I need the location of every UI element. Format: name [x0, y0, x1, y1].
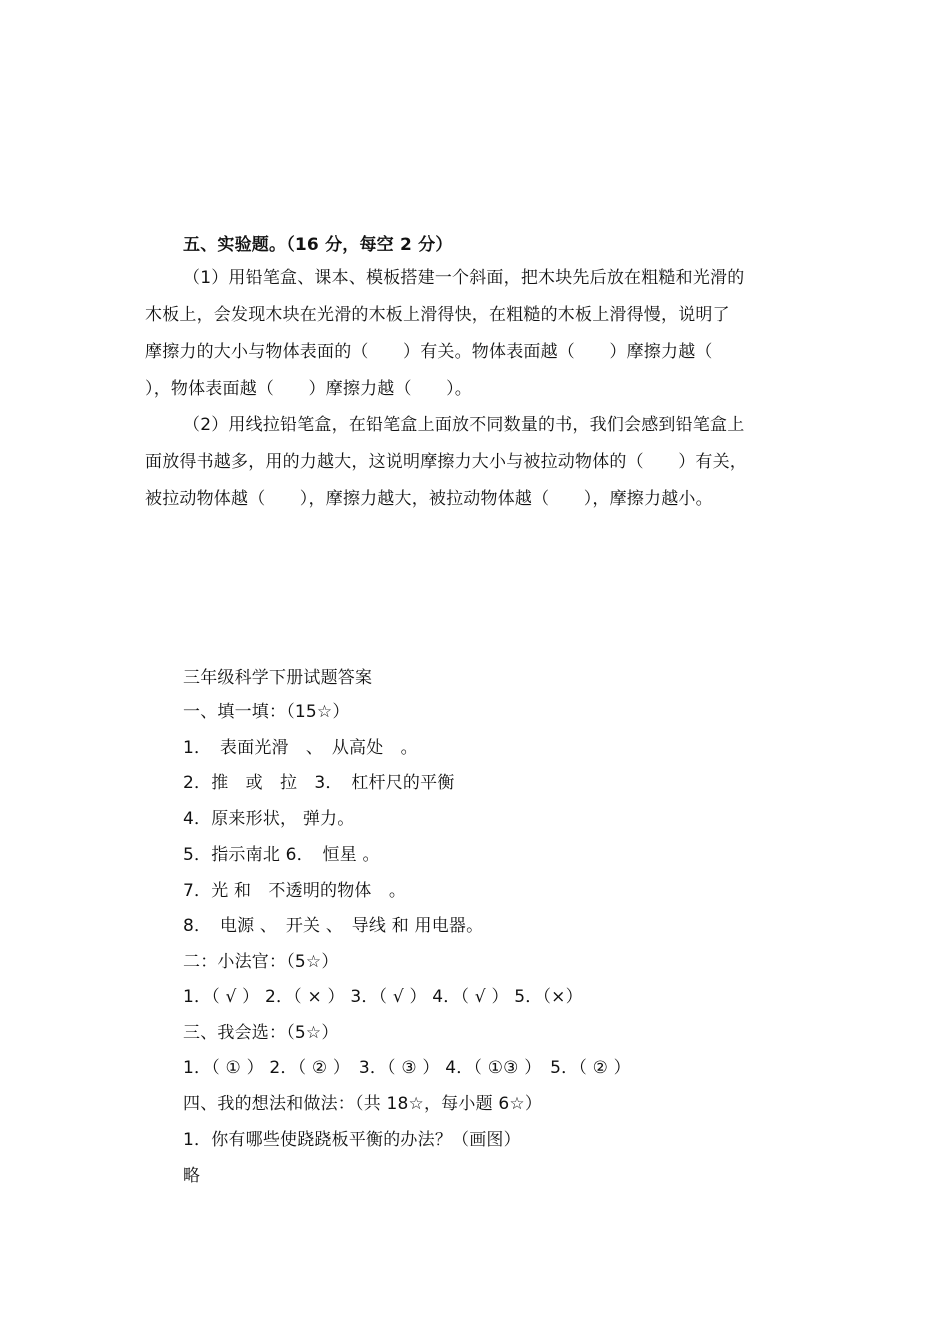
answer-line-2: 1． 表面光滑 、 从高处 。 — [183, 738, 418, 758]
q1-line-1: （1）用铅笔盒、课本、模板搭建一个斜面，把木块先后放在粗糙和光滑的 — [183, 268, 745, 288]
answer-line-13: 1．你有哪些使跷跷板平衡的办法？（画图） — [183, 1130, 521, 1150]
q2-line-1: （2）用线拉铅笔盒，在铅笔盒上面放不同数量的书，我们会感到铅笔盒上 — [183, 415, 745, 435]
answer-line-7: 8． 电源 、 开关 、 导线 和 用电器。 — [183, 916, 484, 936]
answer-line-10: 三、我会选：（5☆） — [183, 1023, 339, 1043]
answer-line-14: 略 — [183, 1166, 201, 1186]
answer-line-1: 一、填一填：（15☆） — [183, 702, 350, 722]
q2-line-3: 被拉动物体越（ ），摩擦力越大，被拉动物体越（ ），摩擦力越小。 — [145, 489, 713, 509]
section5-heading: 五、实验题。（16 分，每空 2 分） — [183, 235, 453, 255]
q2-line-2: 面放得书越多，用的力越大，这说明摩擦力大小与被拉动物体的（ ）有关， — [145, 452, 747, 472]
answer-line-9: 1．（ √ ） 2．（ × ） 3．（ √ ） 4．（ √ ） 5．（×） — [183, 987, 583, 1007]
q1-line-2: 木板上，会发现木块在光滑的木板上滑得快，在粗糙的木板上滑得慢，说明了 — [145, 305, 730, 325]
answer-line-3: 2．推 或 拉 3． 杠杆尺的平衡 — [183, 773, 455, 793]
answer-line-4: 4．原来形状， 弹力。 — [183, 809, 355, 829]
answer-line-6: 7．光 和 不透明的物体 。 — [183, 881, 407, 901]
q1-line-4: ），物体表面越（ ）摩擦力越（ ）。 — [145, 379, 472, 399]
answers-title: 三年级科学下册试题答案 — [183, 668, 373, 688]
q1-line-3: 摩擦力的大小与物体表面的（ ）有关。物体表面越（ ）摩擦力越（ — [145, 342, 713, 362]
answer-line-12: 四、我的想法和做法：（共 18☆，每小题 6☆） — [183, 1094, 543, 1114]
answer-line-5: 5．指示南北 6． 恒星 。 — [183, 845, 380, 865]
answer-line-8: 二：小法官：（5☆） — [183, 952, 339, 972]
answer-line-11: 1．（ ① ） 2．（ ② ） 3．（ ③ ） 4．（ ①③ ） 5．（ ② ） — [183, 1058, 631, 1078]
